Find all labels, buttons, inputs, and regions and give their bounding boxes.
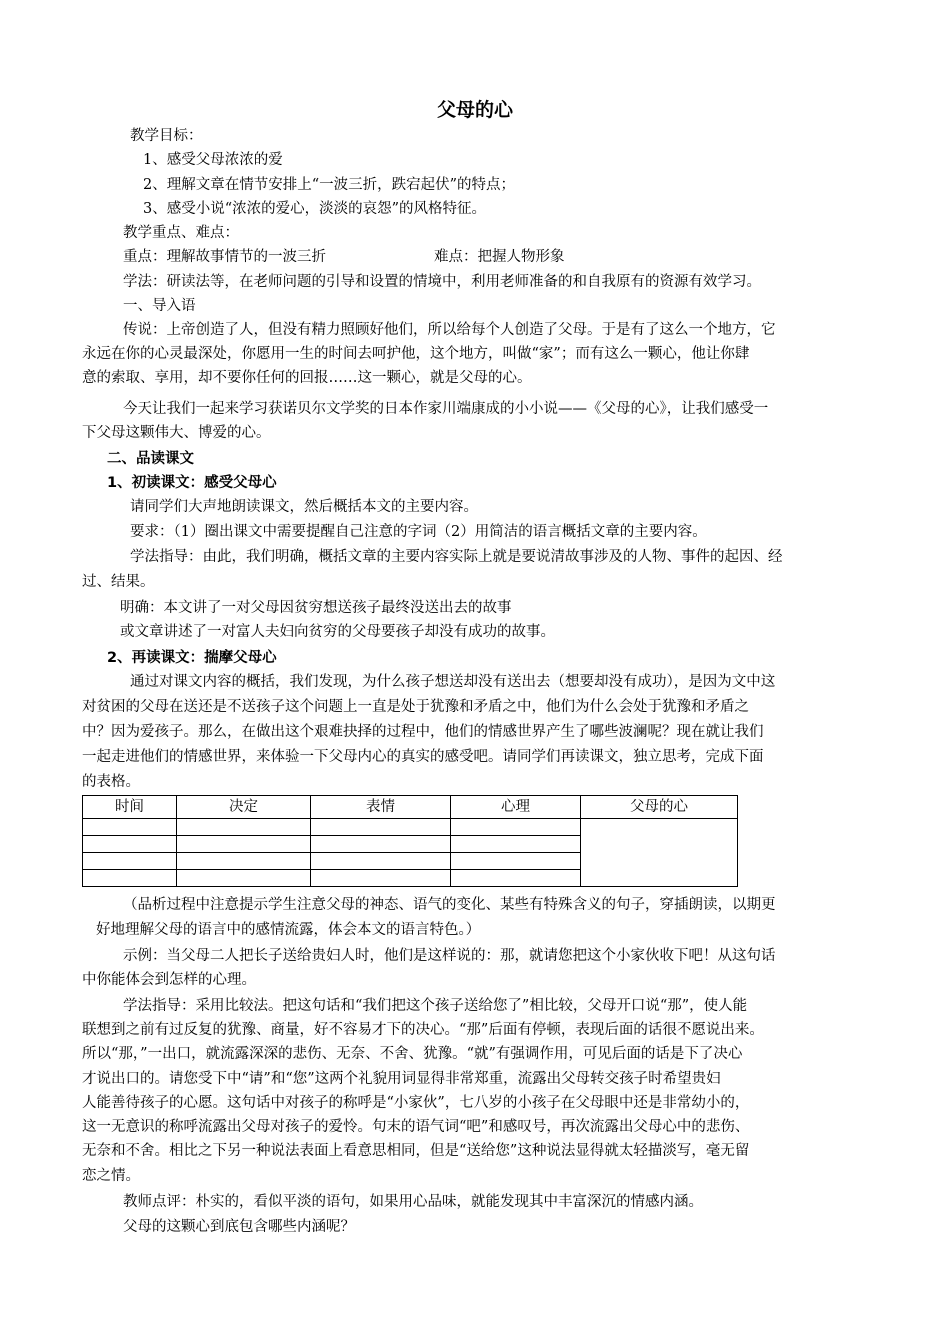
paragraph-line: 今天让我们一起来学习获诺贝尔文学奖的日本作家川端康成的小小说——《父母的心》，让我们感受一 [123, 401, 769, 417]
difficult-point: 难点：把握人物形象 [434, 249, 565, 265]
example-line: 示例：当父母二人把长子送给贵妇人时，他们是这样说的：那，就请您把这个小家伙收下吧！从这句话 [123, 948, 776, 964]
table-merged-cell [581, 819, 738, 887]
table-cell [177, 819, 311, 836]
clarification-line: 或文章讲述了一对富人夫妇向贫穷的父母要孩子却没有成功的故事。 [120, 624, 555, 640]
table-cell [177, 870, 311, 887]
paragraph-line: 通过对课文内容的概括，我们发现，为什么孩子想送却没有送出去（想要却没有成功），是因为文中这 [130, 674, 776, 690]
goals-heading: 教学目标： [130, 128, 203, 144]
paragraph-line: 中？因为爱孩子。那么，在做出这个艰难抉择的过程中，他们的情感世界产生了哪些波澜呢？现在就让我们 [82, 724, 764, 740]
paragraph-line: 联想到之前有过反复的犹豫、商量，好不容易才下的决心。“那”后面有停顿，表现后面的话很不愿说出来。 [82, 1022, 764, 1038]
goal-item-3: 3、感受小说“浓浓的爱心，淡淡的哀怨”的风格特征。 [143, 201, 487, 217]
table-cell [311, 853, 451, 870]
table-cell [451, 819, 581, 836]
paragraph-line: 恋之情。 [82, 1168, 140, 1184]
paragraph-line: 才说出口的。请您受下中“请”和“您”这两个礼貌用词显得非常郑重，流露出父母转交孩子时希望贵妇 [82, 1071, 721, 1087]
paragraph-line: 这一无意识的称呼流露出父母对孩子的爱怜。句末的语气词“吧”和感叹号，再次流露出父母心中的悲伤、 [82, 1119, 750, 1135]
table-header-cell: 父母的心 [581, 796, 738, 819]
table-cell [83, 819, 177, 836]
table-header-row [83, 796, 738, 819]
paragraph-line: 请同学们大声地朗读课文，然后概括本文的主要内容。 [130, 499, 478, 515]
table-cell [177, 836, 311, 853]
subsection-first-reading: 1、初读课文：感受父母心 [107, 475, 277, 491]
table-header-cell: 表情 [311, 796, 451, 819]
table-cell [83, 853, 177, 870]
table-header-cell: 时间 [83, 796, 177, 819]
paragraph-line: 传说：上帝创造了人，但没有精力照顾好他们，所以给每个人创造了父母。于是有了这么一个地方，它 [123, 322, 776, 338]
paragraph-line: 一起走进他们的情感世界，来体验一下父母内心的真实的感受吧。请同学们再读课文，独立思考，完成下面 [82, 749, 764, 765]
paragraph-line: 好地理解父母的语言中的感情流露，体会本文的语言特色。） [96, 922, 481, 938]
paragraph-line: 所以“那，”一出口，就流露深深的悲伤、无奈、不舍、犹豫。“就”有强调作用，可见后面的话是下了决心 [82, 1046, 743, 1062]
table-cell [311, 836, 451, 853]
requirement-line: 要求：（1）圈出课文中需要提醒自己注意的字词（2）用简洁的语言概括文章的主要内容。 [130, 524, 707, 540]
paragraph-line: （品析过程中注意提示学生注意父母的神态、语气的变化、某些有特殊含义的句子，穿插朗读，以期更 [123, 897, 776, 913]
subsection-second-reading: 2、再读课文：揣摩父母心 [107, 650, 277, 666]
paragraph-line: 过、结果。 [82, 574, 155, 590]
goal-item-1: 1、感受父母浓浓的爱 [143, 152, 283, 168]
section-reading-heading: 二、品读课文 [107, 451, 194, 467]
goal-item-2: 2、理解文章在情节安排上“一波三折，跌宕起伏”的特点； [143, 177, 516, 193]
clarification-line: 明确：本文讲了一对父母因贫穷想送孩子最终没送出去的故事 [120, 600, 512, 616]
key-point: 重点：理解故事情节的一波三折 [123, 249, 326, 265]
paragraph-line: 意的索取、享用，却不要你任何的回报……这一颗心，就是父母的心。 [82, 370, 532, 386]
section-intro-heading: 一、导入语 [123, 298, 196, 314]
table-cell [451, 870, 581, 887]
table-header-cell: 心理 [451, 796, 581, 819]
analysis-table [82, 795, 738, 887]
table-cell [311, 819, 451, 836]
paragraph-line: 学法指导：由此，我们明确，概括文章的主要内容实际上就是要说清故事涉及的人物、事件的起因、经 [130, 549, 783, 565]
paragraph-line: 无奈和不舍。相比之下另一种说法表面上看意思相同，但是“送给您”这种说法显得就太轻描淡写，毫无留 [82, 1143, 750, 1159]
table-cell [83, 870, 177, 887]
table-row [83, 819, 738, 836]
paragraph-line: 的表格。 [82, 774, 140, 790]
table-header-cell: 决定 [177, 796, 311, 819]
paragraph-line: 人能善待孩子的心愿。这句话中对孩子的称呼是“小家伙”，七八岁的小孩子在父母眼中还是非常幼小的， [82, 1095, 750, 1111]
paragraph-line: 下父母这颗伟大、博爱的心。 [82, 425, 271, 441]
paragraph-line: 中你能体会到怎样的心理。 [82, 972, 256, 988]
study-method: 学法：研读法等，在老师问题的引导和设置的情境中，利用老师准备的和自我原有的资源有效学习。 [123, 274, 761, 290]
keypoints-line [123, 245, 903, 269]
paragraph-line: 对贫困的父母在送还是不送孩子这个问题上一直是处于犹豫和矛盾之中，他们为什么会处于犹豫和矛盾之 [82, 699, 749, 715]
keypoints-heading: 教学重点、难点： [123, 225, 239, 241]
closing-question: 父母的这颗心到底包含哪些内涵呢？ [123, 1219, 355, 1235]
table-cell [83, 836, 177, 853]
table-cell [311, 870, 451, 887]
paragraph-line: 学法指导：采用比较法。把这句话和“我们把这个孩子送给您了”相比较，父母开口说“那”，使人能 [123, 998, 748, 1014]
table-cell [451, 853, 581, 870]
document-title: 父母的心 [436, 99, 513, 121]
teacher-comment: 教师点评：朴实的，看似平淡的语句，如果用心品味，就能发现其中丰富深沉的情感内涵。 [123, 1194, 703, 1210]
table-cell [177, 853, 311, 870]
table-cell [451, 836, 581, 853]
paragraph-line: 永远在你的心灵最深处，你愿用一生的时间去呵护他，这个地方，叫做“家”；而有这么一颗心，他让你肆 [82, 346, 750, 362]
